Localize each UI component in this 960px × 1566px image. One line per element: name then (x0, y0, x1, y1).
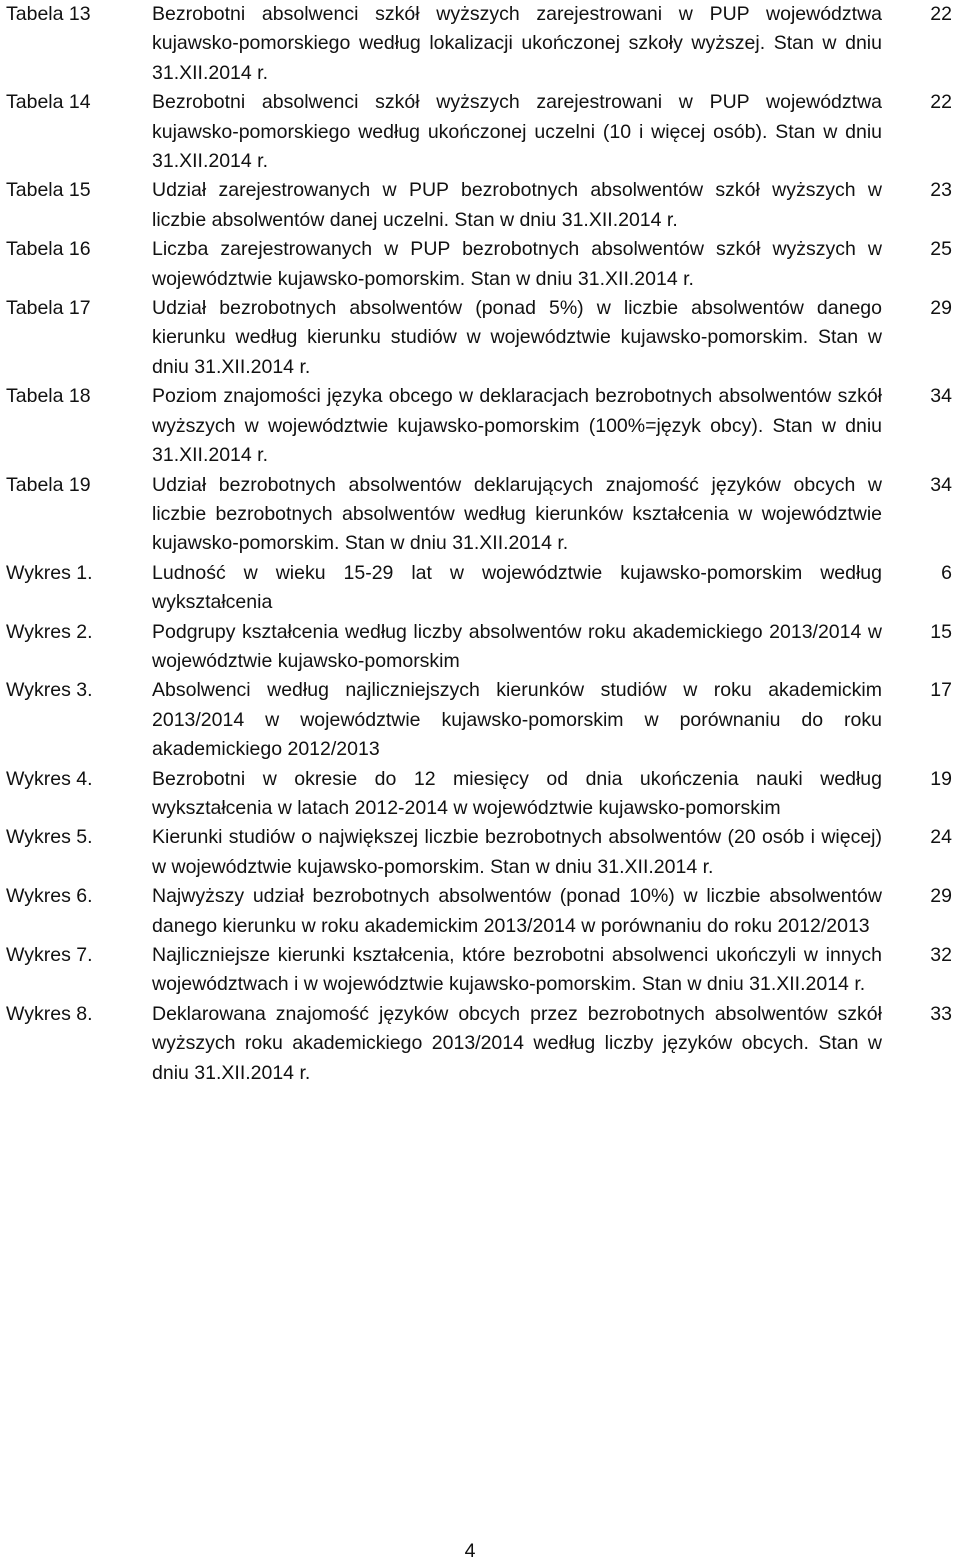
entry-page-number: 34 (930, 473, 952, 496)
toc-entry (6, 88, 956, 176)
toc-entry (6, 618, 956, 677)
entry-title: Bezrobotni w okresie do 12 miesięcy od dnia ukończenia nauki według wykształcenia w latach 2012-2014 w województwie kujawsko-pomorskim (152, 767, 882, 819)
toc-entry (6, 676, 956, 764)
entry-label: Tabela 19 (6, 473, 91, 496)
entry-page-number: 22 (930, 3, 952, 25)
entry-page-number: 29 (930, 885, 952, 908)
toc-entry (6, 471, 956, 559)
entry-title: Absolwenci według najliczniejszych kierunków studiów w roku akademickim 2013/2014 w województwie kujawsko-pomorskim w porównaniu do roku akademickiego 2012/2013 (152, 679, 882, 761)
entry-title: Bezrobotni absolwenci szkół wyższych zarejestrowani w PUP województwa kujawsko-pomorskiego według ukończonej uczelni (10 i więcej osób). Stan w dniu 31.XII.2014 r. (152, 91, 882, 173)
entry-page-number: 24 (930, 826, 952, 849)
entry-page-number: 32 (930, 944, 952, 966)
toc-entry (6, 941, 956, 1000)
entry-page-number: 6 (941, 561, 952, 584)
entry-page-number: 19 (930, 767, 952, 790)
toc-entry (6, 382, 956, 470)
toc-entry (6, 765, 956, 824)
entry-label: Tabela 13 (6, 3, 91, 25)
entry-label: Tabela 14 (6, 91, 91, 114)
entry-title: Bezrobotni absolwenci szkół wyższych zarejestrowani w PUP województwa kujawsko-pomorskiego według lokalizacji ukończonej szkoły wyższej. Stan w dniu 31.XII.2014 r. (152, 3, 882, 84)
entry-title: Podgrupy kształcenia według liczby absolwentów roku akademickiego 2013/2014 w województwie kujawsko-pomorskim (152, 620, 882, 672)
entry-title: Poziom znajomości języka obcego w deklaracjach bezrobotnych absolwentów szkół wyższych w województwie kujawsko-pomorskim (100%=język obcy). Stan w dniu 31.XII.2014 r. (152, 385, 882, 467)
entry-title: Deklarowana znajomość języków obcych przez bezrobotnych absolwentów szkół wyższych roku akademickiego 2013/2014 według liczby języków obcych. Stan w dniu 31.XII.2014 r. (152, 1002, 882, 1084)
entry-label: Tabela 16 (6, 238, 91, 261)
entry-label: Wykres 6. (6, 885, 93, 908)
entry-title: Liczba zarejestrowanych w PUP bezrobotnych absolwentów szkół wyższych w województwie kujawsko-pomorskim. Stan w dniu 31.XII.2014 r. (152, 238, 882, 290)
entry-label: Wykres 8. (6, 1002, 93, 1025)
toc-entry (6, 294, 956, 382)
page-number: 4 (464, 1540, 476, 1562)
toc-entry (6, 176, 956, 235)
toc-entry (6, 235, 956, 294)
entry-label: Wykres 1. (6, 561, 93, 584)
entry-label: Wykres 2. (6, 620, 93, 643)
entry-title: Najwyższy udział bezrobotnych absolwentów (ponad 10%) w liczbie absolwentów danego kierunku w roku akademickim 2013/2014 w porównaniu do roku 2012/2013 (152, 885, 882, 937)
toc-entry (6, 823, 956, 882)
entry-page-number: 15 (930, 620, 952, 643)
toc-entry (6, 0, 956, 88)
entry-label: Tabela 17 (6, 297, 91, 320)
entry-title: Ludność w wieku 15-29 lat w województwie kujawsko-pomorskim według wykształcenia (152, 561, 882, 614)
toc-entry (6, 882, 956, 941)
entry-page-number: 29 (930, 297, 952, 320)
entry-label: Wykres 7. (6, 944, 93, 966)
entry-title: Udział zarejestrowanych w PUP bezrobotnych absolwentów szkół wyższych w liczbie absolwentów danej uczelni. Stan w dniu 31.XII.2014 r. (152, 179, 882, 231)
entry-page-number: 34 (930, 385, 952, 408)
entry-page-number: 33 (930, 1002, 952, 1025)
entry-title: Udział bezrobotnych absolwentów deklarujących znajomość języków obcych w liczbie bezrobotnych absolwentów według kierunków kształcenia w województwie kujawsko-pomorskim. Stan w dniu 31.XII.2014 r. (152, 473, 882, 555)
entry-label: Tabela 18 (6, 385, 91, 408)
entry-page-number: 17 (930, 679, 952, 702)
entry-label: Wykres 5. (6, 826, 93, 849)
entry-label: Wykres 3. (6, 679, 93, 702)
entry-title: Kierunki studiów o największej liczbie bezrobotnych absolwentów (20 osób i więcej) w województwie kujawsko-pomorskim. Stan w dniu 31.XII.2014 r. (152, 826, 882, 878)
entry-label: Tabela 15 (6, 179, 91, 202)
entry-page-number: 22 (930, 91, 952, 114)
entry-title: Udział bezrobotnych absolwentów (ponad 5%) w liczbie absolwentów danego kierunku według kierunku studiów w województwie kujawsko-pomorskim. Stan w dniu 31.XII.2014 r. (152, 297, 882, 378)
entry-title: Najliczniejsze kierunki kształcenia, które bezrobotni absolwenci ukończyli w innych województwach i w województwie kujawsko-pomorskim. Stan w dniu 31.XII.2014 r. (152, 944, 882, 996)
table-of-contents (6, 0, 956, 1088)
entry-page-number: 25 (930, 238, 952, 261)
toc-entry (6, 559, 956, 618)
entry-page-number: 23 (930, 179, 952, 202)
entry-label: Wykres 4. (6, 767, 93, 790)
toc-entry (6, 1000, 956, 1088)
